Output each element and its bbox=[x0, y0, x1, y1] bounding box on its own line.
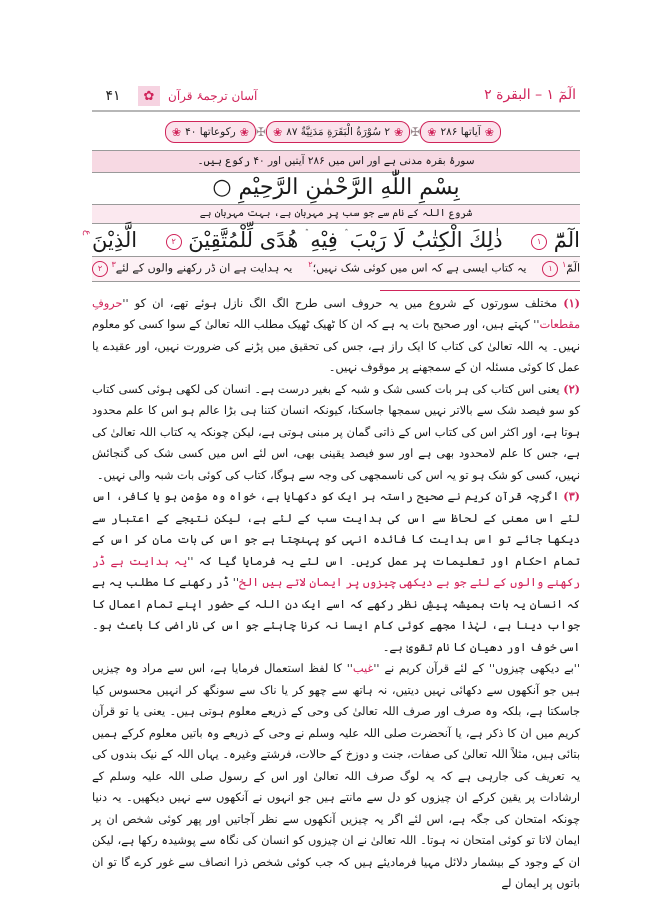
footnote-divider bbox=[380, 290, 580, 291]
ruku-count-cartouche bbox=[165, 121, 256, 143]
knot-ornament-icon: ✠ bbox=[410, 125, 421, 139]
highlight-text: غیب bbox=[352, 662, 374, 676]
ayah-2-arabic bbox=[166, 228, 503, 253]
running-header bbox=[92, 84, 580, 112]
ayah-text: ذٰلِكَ الْكِتٰبُ لَا رَيْبَ ۛ فِيْهِ ۛ هُدًى لِّلْمُتَّقِيْنَ bbox=[188, 228, 503, 252]
footnote-ref[interactable]: ۳ bbox=[111, 260, 116, 269]
ruku-margin-mark: ع bbox=[82, 230, 92, 236]
trans-seg bbox=[92, 260, 292, 277]
ayah-end-marker: ۱ bbox=[531, 234, 547, 250]
footnote-text: '' کہتے ہیں، اور صحیح بات یہ ہے کہ ان کا ٹھیک ٹھیک مطلب اللہ تعالیٰ کے سوا کسی کو معلوم نہیں۔ یہ اللہ تعالیٰ کی کتاب کا ایک راز ہے، جس کی تحقیق میں پڑنے کی ضرورت نہیں، اور عقیدے یا عمل کا کوئی مسئلہ ان کے سمجھنے پر موقوف نہیں۔ bbox=[92, 318, 580, 375]
ayah-end-marker: ۱ bbox=[542, 261, 558, 277]
footnote-number: (۳) bbox=[563, 489, 581, 504]
ayah-arabic-line bbox=[82, 224, 580, 256]
footnote-text: یعنی اس کتاب کی ہر بات کسی شک و شبہ کے بغیر درست ہے۔ انسان کی لکھی ہوئی کسی کتاب کو سو فیصد شک سے بالاتر نہیں سمجھا جاسکتا، کیونکہ انسان کتنا ہی بڑا عالم ہو اس کا علم محدود ہوتا ہے، اور اکثر اس کی کتاب اس کے ذاتی گمان پر مبنی ہوتی ہے، لیکن چونکہ یہ کتاب اللہ تعالیٰ کی ہے، جس کا علم لامحدود بھی ہے اور سو فیصد یقینی بھی، اس لئے اس میں کسی شک کی گنجائش نہیں، کسی کو شک ہو تو یہ اس کی ناسمجھی کی وجہ سے ہوگا، کتاب کی کوئی بات شبہ والی نہیں۔ bbox=[92, 382, 580, 482]
footnote-text: ''بے دیکھی چیزوں'' کے لئے قرآن کریم نے '' bbox=[373, 662, 580, 676]
ayah-end-marker: ۲ bbox=[166, 234, 182, 250]
header-left bbox=[96, 86, 257, 106]
footnote-text: '' ڈر رکھنے کا مطلب یہ ہے کہ انسان یہ بات ہمیشہ پیشِ نظر رکھے کہ اسے ایک دن اللہ کے حضور اپنے تمام اعمال کا جواب دینا ہے، لہٰذا مجھے کوئی کام ایسا نہ کرنا چاہئے جو اس کی ناراضی کا باعث ہو۔ اسی خوف اور دھیان کا نام تقویٰ ہے۔ bbox=[92, 576, 580, 654]
ayah-translation-line bbox=[92, 257, 580, 281]
footnote-text: اگرچہ قرآن کریم نے صحیح راستہ ہر ایک کو دکھایا ہے، خواہ وہ مؤمن ہو یا کافر، اس لئے اس معنی کے لحاظ سے اس کی ہدایت سب کے لئے ہے، لیکن نتیجے کے اعتبار سے دیکھا جائے تو اس ہدایت کا فائدہ انہی کو پہنچتا ہے جو اس کی بات مان کر اس کے تمام احکام اور تعلیمات پر عمل کریں۔ اس لئے یہ فرمایا گیا کہ '' bbox=[92, 490, 580, 568]
bismillah-arabic: بِسْمِ اللّٰهِ الرَّحْمٰنِ الرَّحِيْمِ ○ bbox=[212, 175, 460, 200]
commentary bbox=[92, 293, 580, 895]
page-number: ۴۱ bbox=[105, 88, 121, 104]
trans-text: یہ کتاب ایسی ہے کہ اس میں کوئی شک نہیں؛ bbox=[312, 261, 527, 275]
footnote-text: '' کا لفظ استعمال فرمایا ہے، اس سے مراد وہ چیزیں ہیں جو آنکھوں سے دکھائی نہیں دیتیں، نہ ہاتھ سے چھو کر یا ناک سے سونگھ کر انہیں محسوس کیا جاسکتا ہے، بلکہ وہ صرف اور صرف اللہ تعالیٰ کی وحی کے ذریعے معلوم ہوتی ہیں۔ یعنی یا تو قرآن کریم میں ان کا ذکر ہے، یا آنحضرت صلی اللہ علیہ وسلم نے وحی کے ذریعے وہ باتیں معلوم کرکے ہمیں بتائی ہیں، مثلاً اللہ تعالیٰ کی صفات، جنت و دوزخ کے حالات، فرشتے وغیرہ۔ یہاں اللہ کے نیک بندوں کی یہ تعریف کی جارہی ہے کہ یہ لوگ صرف اللہ تعالیٰ اور اس کے رسول صلی اللہ علیہ وسلم کے ارشادات پر یقین کرکے ان چیزوں کو دل سے مانتے ہیں جو انہوں نے آنکھوں سے نہیں دیکھیں۔ یہ دنیا چونکہ امتحان کی جگہ ہے، اس لئے اگر یہ چیزیں آنکھوں سے نظر آجاتیں اور پھر کوئی شخص ان پر ایمان لاتا تو کوئی امتحان نہ ہوتا۔ اللہ تعالیٰ نے ان چیزوں کو انسان کی نگاہ سے پوشیدہ رکھا ہے، لیکن ان کے وجود کے بیشمار دلائل مہیا فرمادیئے ہیں کہ جب کوئی شخص ذرا انصاف سے غور کرے گا تو ان باتوں پر ایمان لے bbox=[92, 662, 580, 891]
knot-ornament-icon: ✠ bbox=[255, 125, 266, 139]
ayah-1-arabic bbox=[531, 228, 580, 253]
flower-icon: ❀ bbox=[394, 125, 404, 139]
quran-page bbox=[82, 84, 581, 895]
footnote-ref[interactable]: ۲ bbox=[308, 260, 313, 269]
footnote-3-continued bbox=[92, 658, 580, 895]
footnote-text: مختلف سورتوں کے شروع میں یہ حروف اسی طرح الگ الگ نازل ہوئے تھے، ان کو '' bbox=[122, 296, 558, 310]
trans-text: یہ ہدایت ہے ان ڈر رکھنے والوں کے لئے bbox=[115, 261, 293, 275]
trans-seg bbox=[308, 260, 526, 277]
footnote-2 bbox=[92, 379, 580, 487]
flower-icon: ❀ bbox=[272, 125, 283, 139]
ayah-3-arabic: الَّذِيْنَ bbox=[92, 228, 138, 252]
flower-icon: ❀ bbox=[484, 125, 494, 139]
flower-icon: ❀ bbox=[427, 125, 437, 139]
ayat-count: آیاتها ۲۸۶ bbox=[440, 126, 481, 138]
trans-seg bbox=[542, 260, 580, 277]
divider bbox=[92, 281, 580, 282]
surah-intro: سورۂ بقرہ مدنی ہے اور اس میں ۲۸۶ آیتیں اور ۴۰ رکوع ہیں۔ bbox=[92, 151, 580, 172]
footnote-1 bbox=[92, 293, 580, 379]
ayah-end-marker: ۲ bbox=[92, 261, 108, 277]
ayat-count-cartouche bbox=[420, 121, 501, 143]
surah-name: ۲ سُوْرَةُ الْبَقَرَةِ مَدَنِيَّةٌ ۸۷ bbox=[286, 126, 391, 138]
footnote-number: (۱) bbox=[563, 295, 580, 310]
ruku-count: رکوعاتها ۴۰ bbox=[185, 126, 236, 138]
flower-icon: ❀ bbox=[171, 125, 182, 139]
flower-icon: ❀ bbox=[239, 125, 249, 139]
bismillah-translation: شروع اللہ کے نام سے جو سب پر مہربان ہے، بہت مہربان ہے bbox=[92, 205, 580, 223]
footnote-3 bbox=[92, 486, 580, 658]
surah-banner bbox=[171, 120, 501, 144]
rosette-icon: ✿ bbox=[138, 86, 160, 106]
ayah-text: الٓمّٓ bbox=[553, 228, 580, 252]
juz-title: الٓمٓ ۱ – البقرة ۲ bbox=[484, 87, 576, 103]
footnote-ref[interactable]: ۱ bbox=[561, 260, 567, 269]
book-title: آسان ترجمۂ قرآن bbox=[168, 89, 258, 103]
surah-name-cartouche bbox=[266, 121, 410, 143]
trans-text: الٓمّٓ bbox=[566, 261, 580, 275]
highlight-text: یہ ہدایت ہے ڈر رکھنے والوں کے لئے جو بے دیکھی چیزوں پر ایمان لاتے ہیں الخ bbox=[92, 554, 580, 590]
highlight-text: حروفِ مقطعات bbox=[92, 296, 580, 332]
footnote-number: (۲) bbox=[563, 381, 580, 396]
